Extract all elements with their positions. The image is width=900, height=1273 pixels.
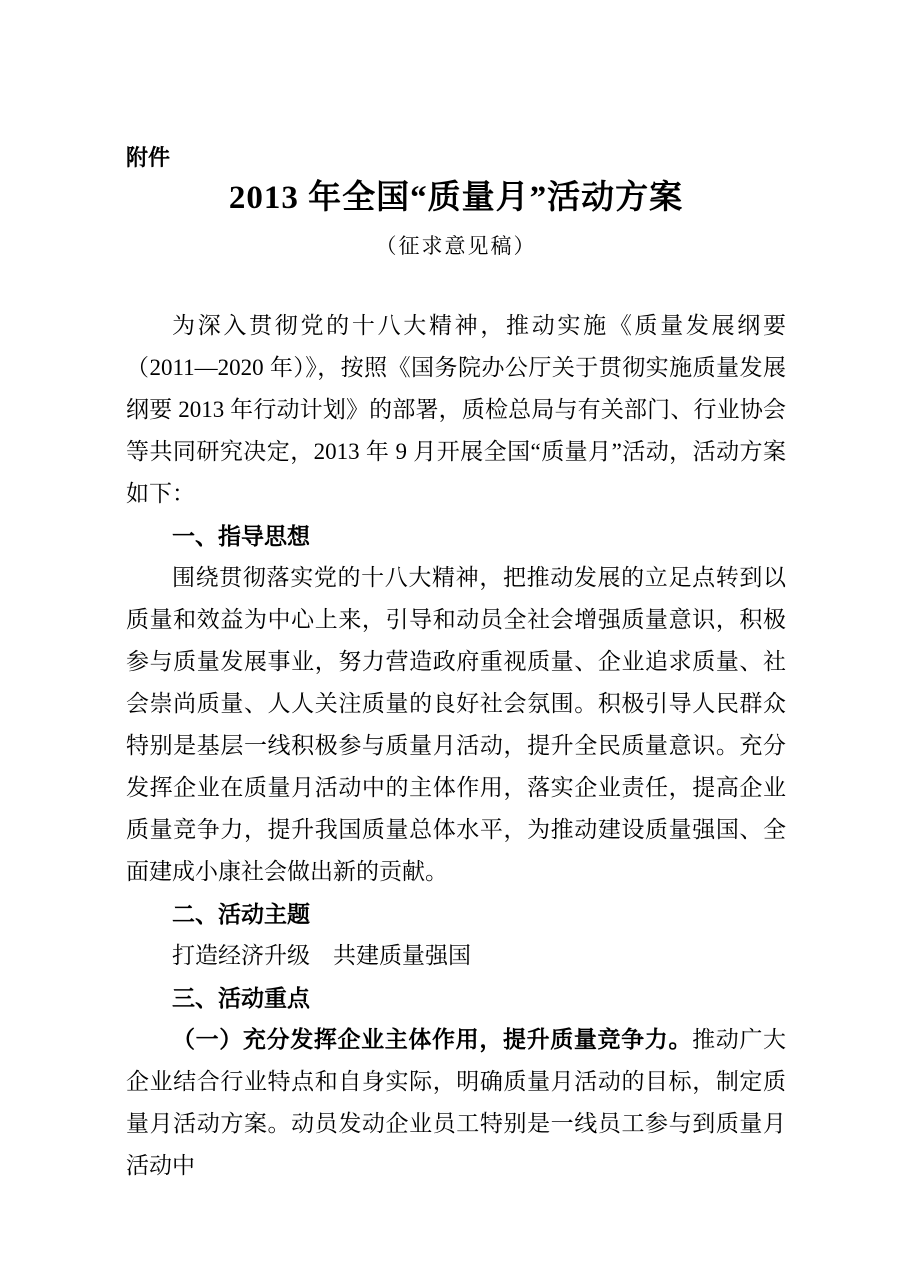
section-heading-activity-focus: 三、活动重点 [172,985,310,1011]
activity-focus-item-1 [126,1019,786,1187]
document-body [126,305,786,1187]
activity-focus-item-1-lead: （一）充分发挥企业主体作用，提升质量竞争力。 [172,1027,693,1052]
section-heading-guiding-ideology: 一、指导思想 [172,523,310,549]
activity-focus-item-1-text: 推动广大企业结合行业特点和自身实际，明确质量月活动的目标，制定质量月活动方案。动员发动企业员工特别是一线员工参与到质量月活动中 [126,1027,787,1178]
intro-paragraph: 为深入贯彻党的十八大精神，推动实施《质量发展纲要（2011—2020 年）》，按照《国务院办公厅关于贯彻实施质量发展纲要 2013 年行动计划》的部署，质检总局与有关部门、行业协会等共同研究决定，2013 年 9 月开展全国“质量月”活动，活动方案如下： [126,313,786,506]
attachment-label: 附件 [126,145,171,170]
document-title: 2013 年全国“质量月”活动方案 [228,180,684,216]
activity-theme-line: 打造经济升级 共建质量强国 [172,943,471,968]
document-subtitle: （征求意见稿） [375,234,537,258]
guiding-ideology-paragraph: 围绕贯彻落实党的十八大精神，把推动发展的立足点转到以质量和效益为中心上来，引导和动员全社会增强质量意识，积极参与质量发展事业，努力营造政府重视质量、企业追求质量、社会崇尚质量、人人关注质量的良好社会氛围。积极引导人民群众特别是基层一线积极参与质量月活动，提升全民质量意识。充分发挥企业在质量月活动中的主体作用，落实企业责任，提高企业质量竞争力，提升我国质量总体水平，为推动建设质量强国、全面建成小康社会做出新的贡献。 [126,565,786,884]
section-heading-activity-theme: 二、活动主题 [172,901,310,927]
